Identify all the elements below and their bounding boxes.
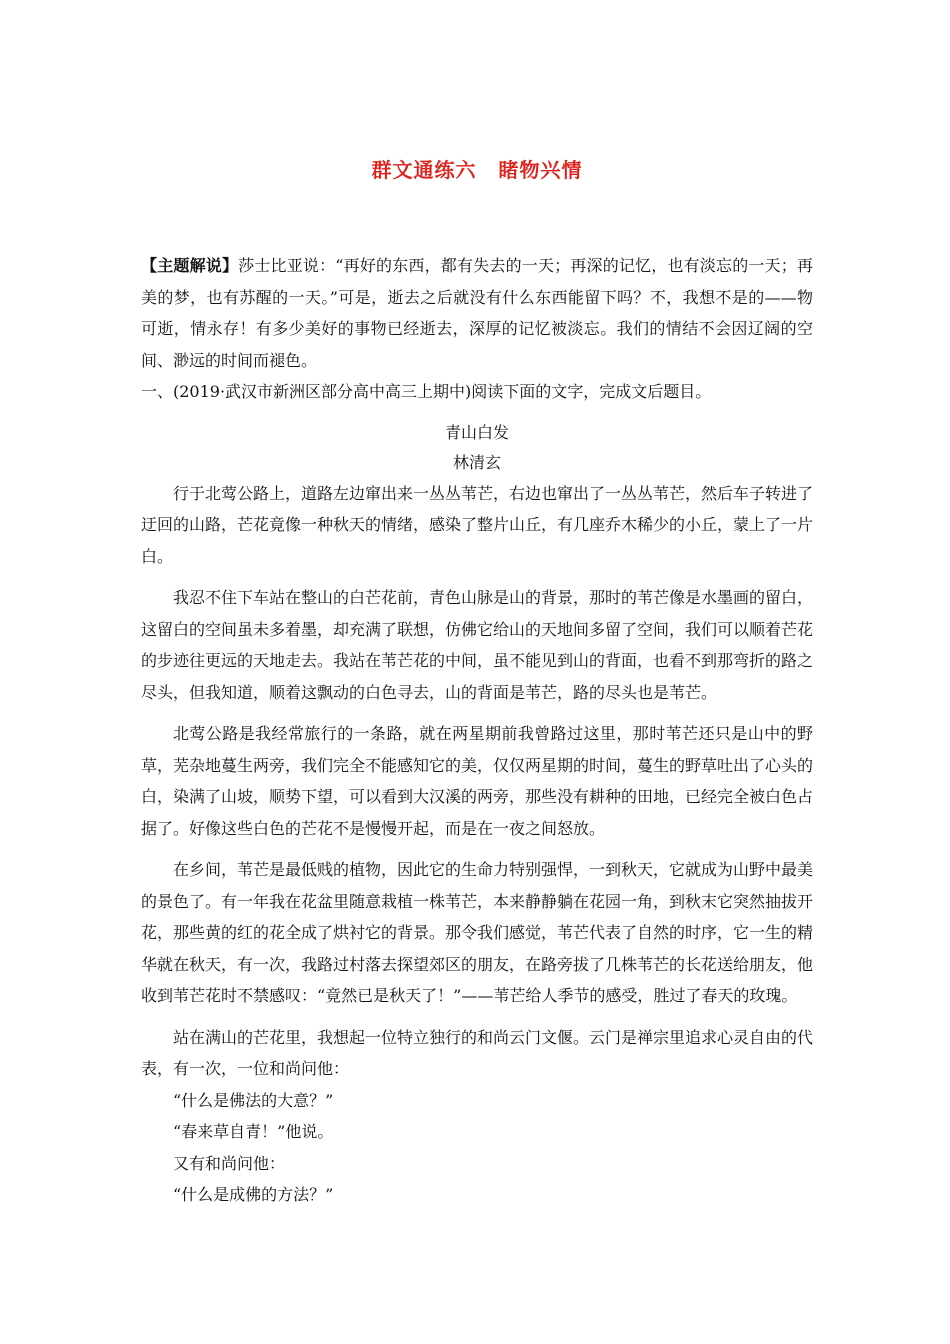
theme-intro: [141, 250, 813, 376]
article-paragraph: 行于北莺公路上，道路左边窜出来一丛丛苇芒，右边也窜出了一丛丛苇芒，然后车子转进了迂回的山路，芒花竟像一种秋天的情绪，感染了整片山丘，有几座乔木稀少的小丘，蒙上了一片白。: [141, 483, 814, 566]
article-paragraph: 北莺公路是我经常旅行的一条路，就在两星期前我曾路过这里，那时苇芒还只是山中的野草，芜杂地蔓生两旁，我们完全不能感知它的美，仅仅两星期的时间，蔓生的野草吐出了心头的白，染满了山坡，顺势下望，可以看到大汉溪的两旁，那些没有耕种的田地，已经完全被白色占据了。好像这些白色的芒花不是慢慢开起，而是在一夜之间怒放。: [141, 724, 814, 838]
article-paragraph: 我忍不住下车站在整山的白芒花前，青色山脉是山的背景，那时的苇芒像是水墨画的留白，这留白的空间虽未多着墨，却充满了联想，仿佛它给山的天地间多留了空间，我们可以顺着芒花的步迹往更远的天地走去。我站在苇芒花的中间，虽不能见到山的背面，也看不到那弯折的路之尽头，但我知道，顺着这飘动的白色寻去，山的背面是苇芒，路的尽头也是苇芒。: [141, 588, 814, 702]
title-topic: 睹物兴情: [498, 158, 583, 182]
page-title: [141, 150, 813, 190]
theme-text: 莎士比亚说：“再好的东西，都有失去的一天；再深的记忆，也有淡忘的一天；再美的梦，也有苏醒的一天。”可是，逝去之后就没有什么东西能留下吗？不，我想不是的——物可逝，情永存！有多少美好的事物已经逝去，深厚的记忆被淡忘。我们的情结不会因辽阔的空间、渺远的时间而褪色。: [141, 256, 813, 370]
article-paragraph: 又有和尚问他：: [173, 1153, 286, 1173]
article-title: 青山白发: [444, 422, 509, 442]
title-series: 群文通练六: [371, 158, 477, 182]
article-paragraph: “春来草自青！”他说。: [173, 1122, 334, 1141]
article-paragraph: 站在满山的芒花里，我想起一位特立独行的和尚云门文偃。云门是禅宗里追求心灵自由的代表，有一次，一位和尚问他：: [141, 1027, 814, 1078]
theme-label: 【主题解说】: [141, 256, 239, 275]
article-paragraph: “什么是成佛的方法？”: [173, 1185, 334, 1204]
document-page: [141, 150, 813, 1211]
article-paragraph: “什么是佛法的大意？”: [173, 1090, 334, 1110]
article-author: 林清玄: [452, 452, 501, 472]
question-heading: 一、(2019·武汉市新洲区部分高中高三上期中)阅读下面的文字，完成文后题目。: [141, 382, 712, 401]
article-paragraph: 在乡间，苇芒是最低贱的植物，因此它的生命力特别强悍，一到秋天，它就成为山野中最美的景色了。有一年我在花盆里随意栽植一株苇芒，本来静静躺在花园一角，到秋末它突然抽拔开花，那些黄的红的花全成了烘衬它的背景。那令我们感觉，苇芒代表了自然的时序，它一生的精华就在秋天，有一次，我路过村落去探望郊区的朋友，在路旁拔了几株苇芒的长花送给朋友，他收到苇芒花时不禁感叹：“竟然已是秋天了！”——苇芒给人季节的感受，胜过了春天的玫瑰。: [141, 860, 814, 1005]
